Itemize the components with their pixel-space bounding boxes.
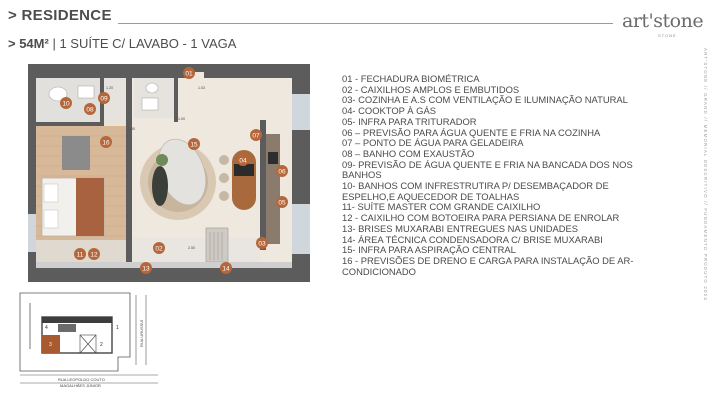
street-name-bottom: RUA LEOPOLDO COUTO — [58, 377, 105, 382]
header-divider — [118, 23, 613, 24]
svg-text:02: 02 — [155, 245, 163, 253]
svg-text:10: 10 — [62, 100, 70, 108]
legend-item: 14- ÁREA TÉCNICA CONDENSADORA C/ BRISE MUXARABI — [342, 233, 603, 245]
tag-06 — [276, 165, 288, 177]
svg-text:11: 11 — [76, 251, 84, 259]
legend-item: 05- INFRA PARA TRITURADOR — [342, 115, 477, 127]
svg-text:15: 15 — [190, 141, 198, 149]
tag-03 — [256, 237, 268, 249]
street-name-bottom-2: MAGALHÃES JÚNIOR — [60, 383, 101, 388]
floor-plan — [28, 64, 310, 282]
dim-label: 1.30 — [128, 127, 135, 131]
legend-item: 12 - CAIXILHO COM BOTOEIRA PARA PERSIANA DE ENROLAR — [342, 212, 620, 224]
svg-text:04: 04 — [239, 157, 247, 165]
svg-text:05: 05 — [278, 199, 286, 207]
tag-05 — [276, 196, 288, 208]
unit-area: > 54M² — [8, 36, 49, 51]
street-name-side: RUA URUSSUÍ — [139, 319, 144, 347]
legend-item: 09- PREVISÃO DE ÁGUA QUENTE E FRIA NA BANCADA DOS NOS BANHOS — [342, 158, 633, 181]
legend-item: 10- BANHOS COM INFRESTRUTIRA P/ DESEMBAÇADOR DE ESPELHO,E AQUECEDOR DE TOALHAS — [342, 180, 609, 202]
svg-text:09: 09 — [100, 95, 108, 103]
legend-item: 01 - FECHADURA BIOMÉTRICA — [342, 73, 480, 84]
svg-text:06: 06 — [278, 168, 286, 176]
features-legend — [342, 74, 652, 277]
tag-08 — [84, 103, 96, 115]
legend-item: 02 - CAIXILHOS AMPLOS E EMBUTIDOS — [342, 83, 520, 95]
side-caption: ART'STONE // GRAND // MEMORIAL DESCRITIVO // FUNDAMENTO PRODUTO 2023 — [703, 48, 708, 301]
subtitle-separator: | — [48, 36, 60, 51]
tag-12 — [88, 248, 100, 260]
tag-14 — [220, 262, 232, 274]
tag-09 — [98, 92, 110, 104]
unit-number: 1 — [116, 325, 119, 331]
legend-item: 07 – PONTO DE ÁGUA PARA GELADEIRA — [342, 137, 524, 149]
tag-10 — [60, 97, 72, 109]
tag-11 — [74, 248, 86, 260]
tag-07 — [250, 129, 262, 141]
tag-04 — [237, 154, 249, 166]
unit-description: 1 SUÍTE C/ LAVABO - 1 VAGA — [59, 36, 237, 51]
legend-item: 03- COZINHA E A.S COM VENTILAÇÃO E ILUMINAÇÃO NATURAL — [342, 94, 628, 106]
svg-text:07: 07 — [252, 132, 260, 140]
svg-text:13: 13 — [142, 265, 150, 273]
logo-subtext: STONE — [658, 33, 677, 38]
legend-item: 15- INFRA PARA ASPIRAÇÃO CENTRAL — [342, 244, 516, 256]
tag-16 — [100, 136, 112, 148]
svg-text:03: 03 — [258, 240, 266, 248]
svg-text:14: 14 — [222, 265, 230, 273]
tag-15 — [188, 138, 200, 150]
legend-item: 08 – BANHO COM EXAUSTÃO — [342, 147, 475, 159]
unit-number: 2 — [100, 342, 103, 348]
unit-number: 3 — [49, 342, 52, 348]
dim-label: 1.00 — [178, 117, 185, 121]
legend-item: 06 – PREVISÃO PARA ÁGUA QUENTE E FRIA NA COZINHA — [342, 126, 601, 138]
legend-item: 16 - PREVISÕES DE DRENO E CARGA PARA INSTALAÇÃO DE AR-CONDICIONADO — [342, 254, 634, 277]
tag-02 — [153, 242, 165, 254]
dim-label: 1.03 — [198, 86, 205, 90]
unit-number: 4 — [45, 325, 48, 331]
dim-label: 1.20 — [106, 86, 113, 90]
svg-text:08: 08 — [86, 106, 94, 114]
legend-item: 11- SUÍTE MASTER COM GRANDE CAIXILHO — [342, 201, 541, 213]
section-title: > RESIDENCE — [8, 7, 112, 24]
brand-logo — [622, 10, 704, 40]
svg-text:16: 16 — [102, 139, 110, 147]
svg-text:12: 12 — [90, 251, 98, 259]
vertical-footer-text — [700, 48, 710, 348]
legend-item: 13- BRISES MUXARABI ENTREGUES NAS UNIDADES — [342, 222, 578, 234]
unit-subtitle — [8, 36, 236, 51]
tag-13 — [140, 262, 152, 274]
site-key-plan — [18, 291, 170, 391]
logo-wordmark: art'stone — [622, 10, 704, 32]
legend-item: 04- COOKTOP À GÁS — [342, 105, 436, 117]
dim-label: 2.50 — [188, 246, 195, 250]
svg-text:01: 01 — [185, 70, 193, 78]
tag-01 — [183, 67, 195, 79]
